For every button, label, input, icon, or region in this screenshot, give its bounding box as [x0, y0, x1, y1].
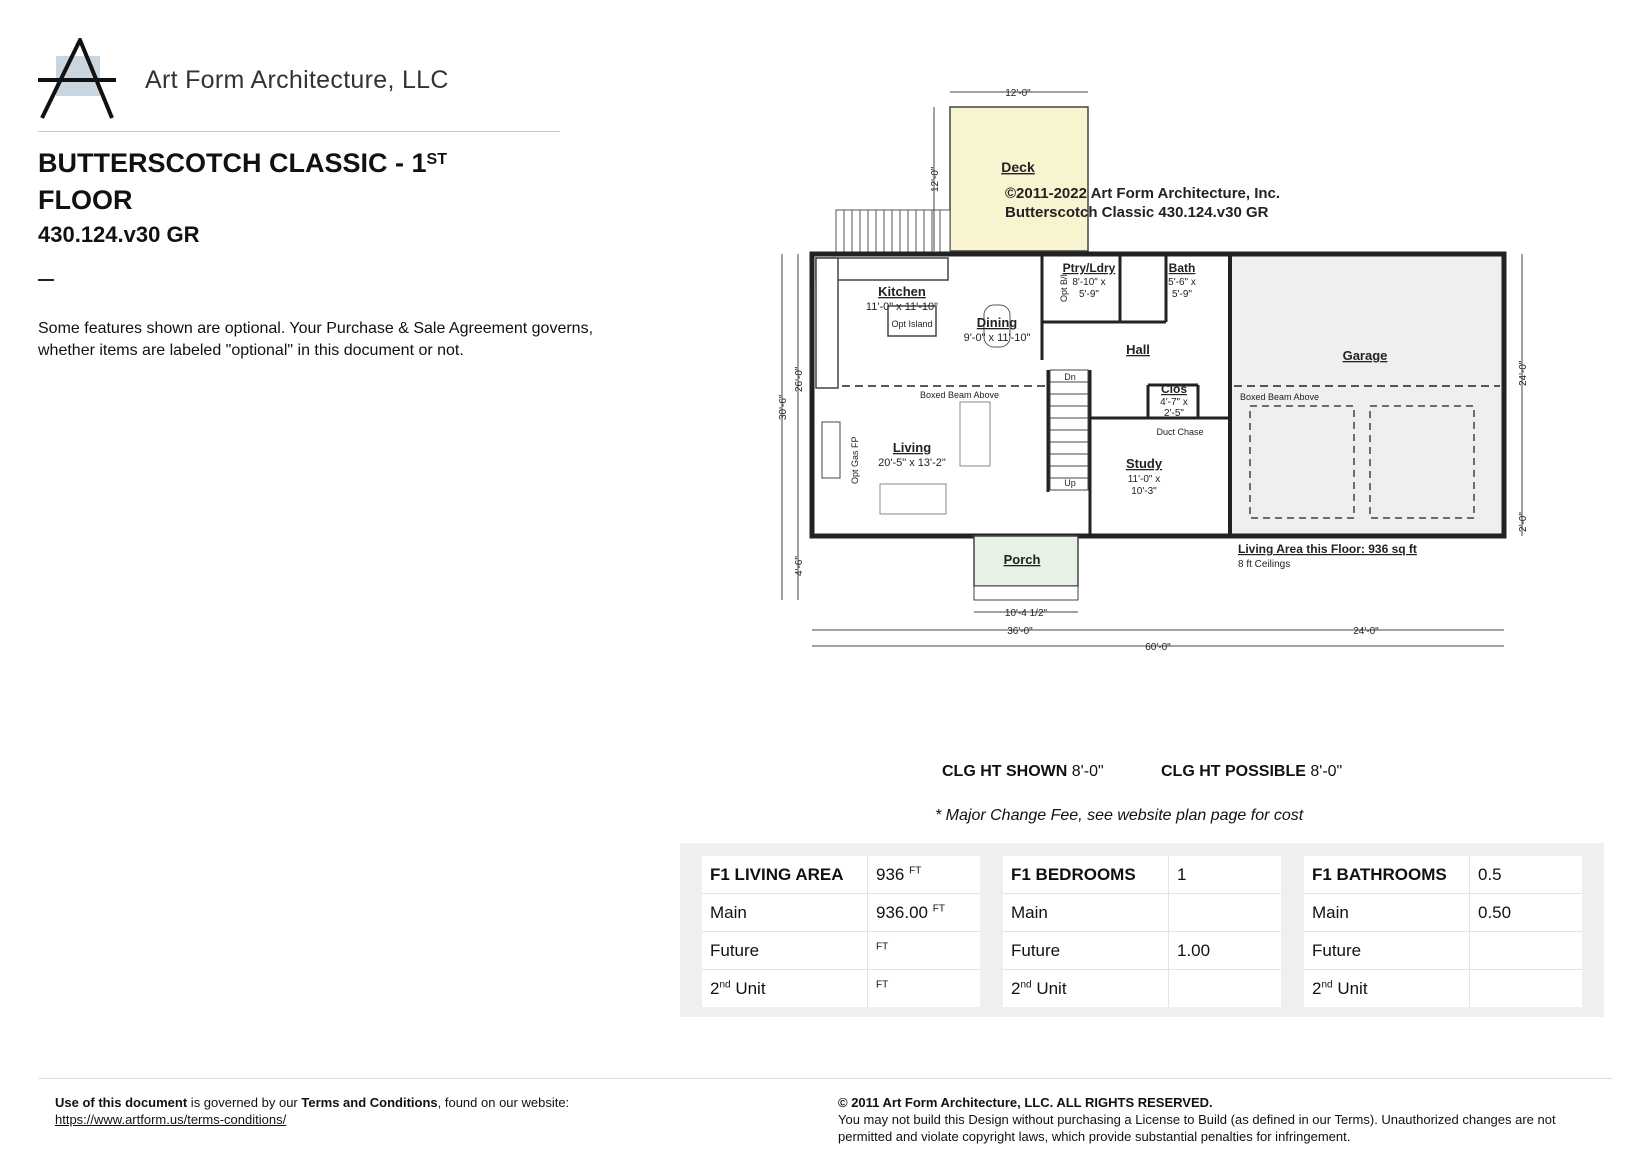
label-opt-bi: Opt B/I — [1059, 273, 1069, 302]
ceiling-shown — [942, 763, 1104, 781]
bathrooms-main-value: 0.50 — [1470, 894, 1583, 932]
deck-area — [950, 107, 1088, 251]
dim-left-porch: 4'-6" — [794, 556, 805, 576]
bedrooms-header: F1 BEDROOMS — [1003, 856, 1169, 894]
second-suffix: nd — [719, 978, 731, 990]
second-rest: Unit — [1031, 978, 1067, 998]
stats-panel — [680, 843, 1604, 1017]
major-change-fee-note: * Major Change Fee, see website plan page for cost — [935, 807, 1304, 824]
unit-ft: FT — [876, 978, 889, 990]
ceiling-possible-label: CLG HT POSSIBLE — [1161, 763, 1306, 780]
bedrooms-future-value: 1.00 — [1169, 932, 1282, 970]
unit-ft: FT — [909, 864, 922, 876]
label-opt-island: Opt Island — [891, 319, 933, 329]
plan-copyright-1: ©2011-2022 Art Form Architecture, Inc. — [1005, 185, 1281, 202]
page-title — [38, 145, 598, 219]
bathrooms-table — [1304, 856, 1582, 1007]
footer-copyright — [838, 1094, 1598, 1145]
floor-plan — [750, 80, 1570, 680]
porch-step — [974, 586, 1078, 600]
ceiling-possible — [1161, 763, 1342, 781]
bedrooms-future: Future — [1003, 932, 1169, 970]
deck-stairs — [836, 210, 950, 254]
label-opt-gas: Opt Gas FP — [850, 436, 860, 484]
unit-ft: FT — [932, 902, 945, 914]
label-study-dim2: 10'-3" — [1131, 486, 1157, 497]
plan-copyright-2: Butterscotch Classic 430.124.v30 GR — [1005, 204, 1269, 221]
label-kitchen: Kitchen — [878, 284, 926, 299]
footer-use-bold: Use of this document — [55, 1095, 188, 1110]
ceiling-possible-value: 8'-0" — [1310, 763, 1343, 780]
dash-divider — [38, 279, 54, 281]
title-line2: FLOOR — [38, 185, 133, 215]
label-bath-dim2: 5'-9" — [1172, 289, 1192, 300]
second-num: 2 — [1011, 978, 1021, 998]
label-boxed-beam-2: Boxed Beam Above — [1240, 392, 1320, 402]
bedrooms-table — [1003, 856, 1281, 1007]
label-ptry-dim2: 5'-9" — [1079, 289, 1099, 300]
label-study-dim1: 11'-0" x — [1127, 474, 1161, 485]
label-hall: Hall — [1126, 342, 1150, 357]
living-future: Future — [702, 932, 868, 970]
title-main: BUTTERSCOTCH CLASSIC - 1 — [38, 148, 427, 178]
label-clos-dim1: 4'-7" x — [1160, 397, 1188, 408]
bedrooms-main: Main — [1003, 894, 1169, 932]
ceiling-shown-label: CLG HT SHOWN — [942, 763, 1068, 780]
label-clos: Clos — [1160, 382, 1188, 396]
label-dining-dim: 9'-0" x 11'-10" — [963, 332, 1031, 344]
dim-right-garage: 24'-0" — [1518, 360, 1529, 386]
unit-ft: FT — [876, 940, 889, 952]
label-kitchen-dim: 11'-0" x 11'-10" — [865, 301, 939, 313]
footer-use-mid: is governed by our — [187, 1095, 302, 1110]
bedrooms-second-unit — [1003, 970, 1169, 1008]
label-duct: Duct Chase — [1156, 427, 1204, 437]
bathrooms-second-value — [1470, 970, 1583, 1008]
label-living: Living — [892, 440, 932, 455]
dim-right-small: 2'-0" — [1518, 512, 1529, 532]
label-ptry: Ptry/Ldry — [1062, 261, 1116, 275]
dim-left-house: 26'-0" — [794, 366, 805, 392]
fireplace — [822, 422, 840, 478]
staircase — [1050, 370, 1088, 490]
second-suffix: nd — [1020, 978, 1032, 990]
label-clos-dim2: 2'-5" — [1164, 408, 1184, 419]
living-header-value: 936 — [876, 864, 905, 884]
plan-code: 430.124.v30 GR — [38, 222, 200, 247]
label-ptry-dim1: 8'-10" x — [1072, 277, 1106, 288]
dim-total-w: 60'-0" — [1145, 642, 1171, 653]
footer-rights: © 2011 Art Form Architecture, LLC. ALL RIGHTS RESERVED. — [838, 1095, 1213, 1110]
second-rest: Unit — [1332, 978, 1368, 998]
terms-link[interactable]: https://www.artform.us/terms-conditions/ — [55, 1112, 287, 1127]
footer-license-text: You may not build this Design without purchasing a License to Build (as defined in our Terms). Unauthorized changes are not permitted and violate copyright laws, which provide substantial penalties for infringement. — [838, 1112, 1556, 1144]
bathrooms-header-value: 0.5 — [1470, 856, 1583, 894]
second-num: 2 — [710, 978, 720, 998]
label-dining: Dining — [976, 315, 1018, 330]
company-name: Art Form Architecture, LLC — [145, 66, 449, 94]
bathrooms-header: F1 BATHROOMS — [1304, 856, 1470, 894]
label-study: Study — [1125, 456, 1163, 471]
bathrooms-main: Main — [1304, 894, 1470, 932]
footer-terms — [55, 1094, 569, 1128]
second-num: 2 — [1312, 978, 1322, 998]
label-ceilings: 8 ft Ceilings — [1238, 559, 1291, 570]
second-suffix: nd — [1321, 978, 1333, 990]
label-bath: Bath — [1168, 261, 1196, 275]
label-garage: Garage — [1342, 348, 1388, 363]
living-chair — [960, 402, 990, 466]
optional-features-note: Some features shown are optional. Your Purchase & Sale Agreement governs, whether items are labeled "optional" in this document or not. — [38, 320, 594, 359]
bathrooms-future: Future — [1304, 932, 1470, 970]
living-sofa — [880, 484, 946, 514]
label-bath-dim1: 5'-6" x — [1168, 277, 1196, 288]
dim-deck-h: 12'-0" — [930, 166, 941, 192]
second-rest: Unit — [730, 978, 766, 998]
footer-divider — [38, 1078, 1612, 1079]
label-living-dim: 20'-5" x 13'-2" — [878, 457, 946, 469]
dim-house-w: 36'-0" — [1007, 626, 1033, 637]
header-divider — [38, 131, 560, 132]
living-header: F1 LIVING AREA — [702, 856, 868, 894]
label-deck: Deck — [1001, 159, 1035, 175]
company-logo-icon — [38, 38, 116, 120]
label-boxed-beam: Boxed Beam Above — [920, 390, 1000, 400]
title-sup: ST — [426, 151, 447, 168]
label-dn: Dn — [1064, 372, 1076, 382]
dim-garage-w: 24'-0" — [1353, 626, 1379, 637]
label-porch: Porch — [1003, 552, 1041, 567]
bedrooms-second-value — [1169, 970, 1282, 1008]
label-living-area: Living Area this Floor: 936 sq ft — [1238, 542, 1417, 556]
ceiling-shown-value: 8'-0" — [1071, 763, 1104, 780]
living-second-unit — [702, 970, 868, 1008]
label-up: Up — [1064, 478, 1076, 488]
dim-deck-w: 12'-0" — [1005, 88, 1031, 99]
bedrooms-header-value: 1 — [1169, 856, 1282, 894]
living-main-value: 936.00 — [876, 902, 928, 922]
bathrooms-future-value — [1470, 932, 1583, 970]
dim-left-total: 30'-6" — [778, 394, 789, 420]
footer-terms-bold: Terms and Conditions — [301, 1095, 438, 1110]
footer-use-end: , found on our website: — [437, 1095, 570, 1110]
bedrooms-main-value — [1169, 894, 1282, 932]
dim-porch-w: 10'-4 1/2" — [1004, 608, 1048, 619]
bathrooms-second-unit — [1304, 970, 1470, 1008]
living-area-table — [702, 856, 980, 1007]
living-main: Main — [702, 894, 868, 932]
